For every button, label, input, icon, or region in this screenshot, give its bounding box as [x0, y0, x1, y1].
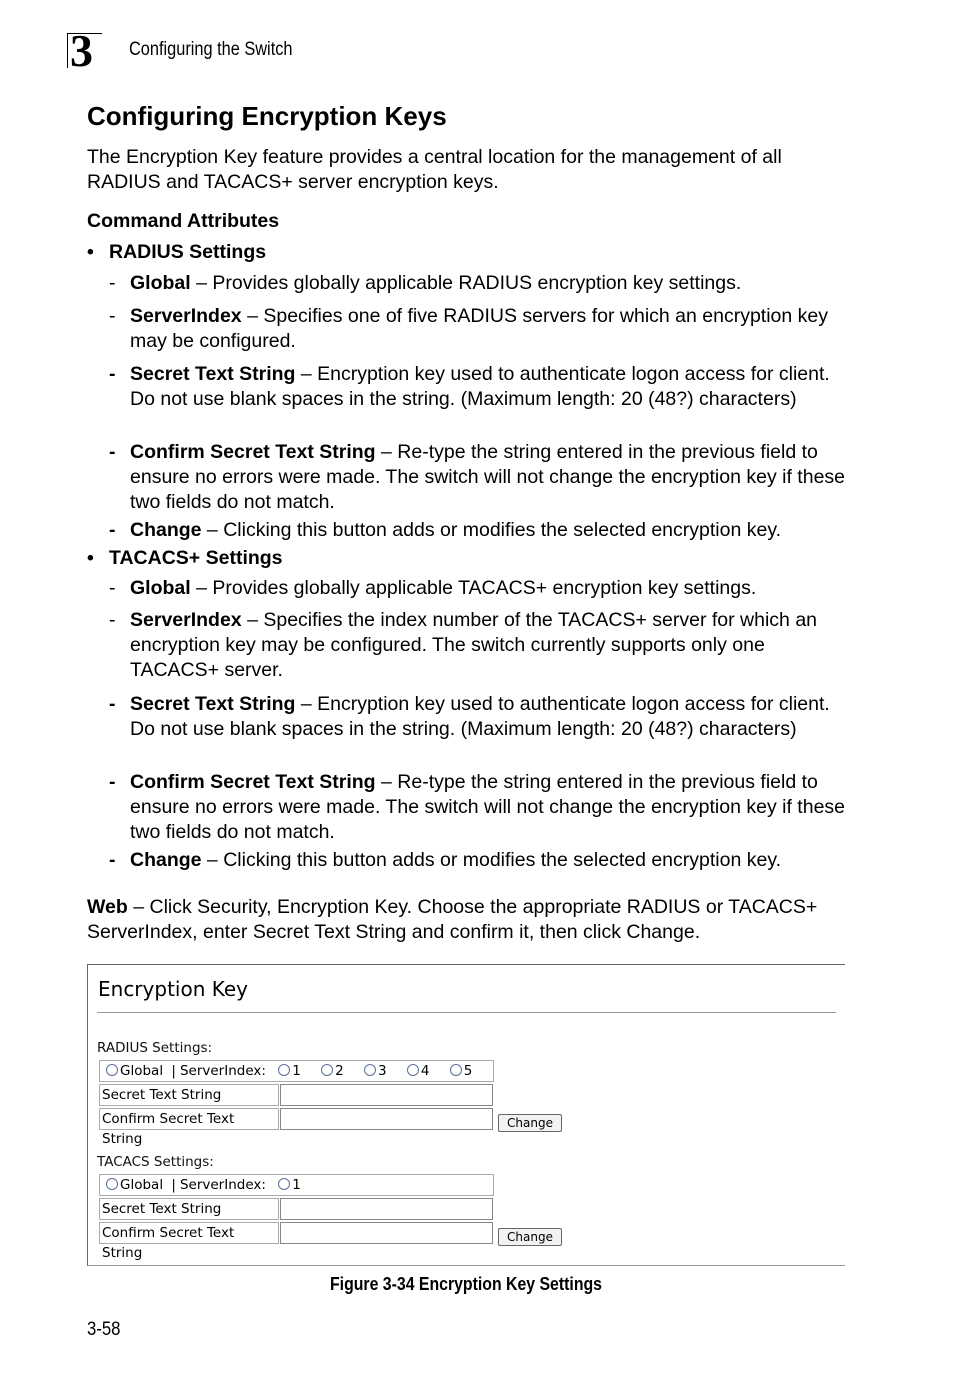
tacacs-settings-label: TACACS Settings: — [97, 1154, 214, 1170]
radius-global-label: Global — [120, 1063, 164, 1079]
radius-item-global: - Global – Provides globally applicable RADIUS encryption key settings. — [109, 272, 742, 294]
radius-secret-label: Secret Text String — [99, 1084, 279, 1106]
radius-item-change: - Change – Clicking this button adds or modifies the selected encryption key. — [109, 519, 782, 541]
tacacs-item-secret: - Secret Text String – Encryption key used to authenticate logon access for client. Do not use blank spaces in the string. (Maximum length: 20 (48?) characters) — [109, 693, 830, 740]
radius-serverindex-label: ServerIndex: — [179, 1063, 266, 1079]
radius-index-radio-4[interactable] — [407, 1064, 419, 1076]
intro-paragraph: The Encryption Key feature provides a central location for the management of all RADIUS and TACACS+ server encryption keys. — [87, 146, 782, 193]
tacacs-confirm-input[interactable] — [280, 1222, 493, 1244]
radius-separator: | — [171, 1063, 176, 1079]
figure-title: Encryption Key — [98, 977, 248, 1001]
radius-index-radio-5[interactable] — [450, 1064, 462, 1076]
tacacs-global-label: Global — [120, 1177, 164, 1193]
radius-index-radio-3[interactable] — [364, 1064, 376, 1076]
chapter-number: 3 — [70, 25, 93, 76]
tacacs-index-label-1: 1 — [292, 1177, 301, 1193]
tacacs-secret-input[interactable] — [280, 1198, 493, 1220]
tacacs-secret-label: Secret Text String — [99, 1198, 279, 1220]
tacacs-index-row — [99, 1174, 494, 1196]
radius-confirm-label: Confirm Secret Text String — [99, 1108, 279, 1130]
page-number: 3-58 — [87, 1319, 121, 1340]
radius-index-radio-2[interactable] — [321, 1064, 333, 1076]
tacacs-settings-bullet: • TACACS+ Settings — [87, 547, 283, 569]
command-attributes-heading: Command Attributes — [87, 210, 280, 232]
tacacs-item-serverindex: - ServerIndex – Specifies the index number of the TACACS+ server for which an encryption key may be configured. The switch currently supports only one TACACS+ server. — [109, 609, 818, 681]
radius-settings-bullet: • RADIUS Settings — [87, 241, 267, 263]
tacacs-item-global: - Global – Provides globally applicable TACACS+ encryption key settings. — [109, 577, 757, 599]
tacacs-item-change: - Change – Clicking this button adds or modifies the selected encryption key. — [109, 849, 782, 871]
figure-caption: Figure 3-34 Encryption Key Settings — [329, 1274, 602, 1294]
web-instructions: Web – Click Security, Encryption Key. Choose the appropriate RADIUS or TACACS+ ServerIndex, enter Secret Text String and confirm it, then click Change. — [87, 896, 818, 943]
tacacs-confirm-label: Confirm Secret Text String — [99, 1222, 279, 1244]
radius-item-confirm: - Confirm Secret Text String – Re-type the string entered in the previous field to ensure no errors were made. The switch will not change the encryption key if these two fields do not match. — [109, 441, 846, 513]
radius-settings-label: RADIUS Settings: — [97, 1040, 213, 1056]
tacacs-item-confirm: - Confirm Secret Text String – Re-type the string entered in the previous field to ensure no errors were made. The switch will not change the encryption key if these two fields do not match. — [109, 771, 846, 843]
radius-index-label-3: 3 — [378, 1063, 387, 1079]
radius-index-label-1: 1 — [292, 1063, 301, 1079]
tacacs-index-radio-1[interactable] — [278, 1178, 290, 1190]
radius-index-label-5: 5 — [463, 1063, 473, 1079]
radius-item-serverindex: - ServerIndex – Specifies one of five RADIUS servers for which an encryption key may be configured. — [109, 305, 828, 352]
radius-secret-input[interactable] — [280, 1084, 493, 1106]
section-title: Configuring Encryption Keys — [87, 101, 447, 131]
encryption-key-figure — [87, 964, 845, 1266]
radius-change-button[interactable]: Change — [498, 1114, 562, 1132]
tacacs-change-button[interactable]: Change — [498, 1228, 562, 1246]
tacacs-serverindex-label: ServerIndex: — [179, 1177, 266, 1193]
figure-divider — [97, 1012, 836, 1013]
chapter-title: Configuring the Switch — [129, 39, 293, 60]
radius-index-label-2: 2 — [335, 1063, 344, 1079]
tacacs-global-radio[interactable] — [106, 1178, 118, 1190]
tacacs-separator: | — [171, 1177, 176, 1193]
radius-index-radio-1[interactable] — [278, 1064, 290, 1076]
radius-item-secret: - Secret Text String – Encryption key used to authenticate logon access for client. Do not use blank spaces in the string. (Maximum length: 20 (48?) characters) — [109, 363, 830, 410]
radius-index-row — [99, 1060, 494, 1082]
radius-index-label-4: 4 — [420, 1063, 430, 1079]
radius-confirm-input[interactable] — [280, 1108, 493, 1130]
radius-global-radio[interactable] — [106, 1064, 118, 1076]
